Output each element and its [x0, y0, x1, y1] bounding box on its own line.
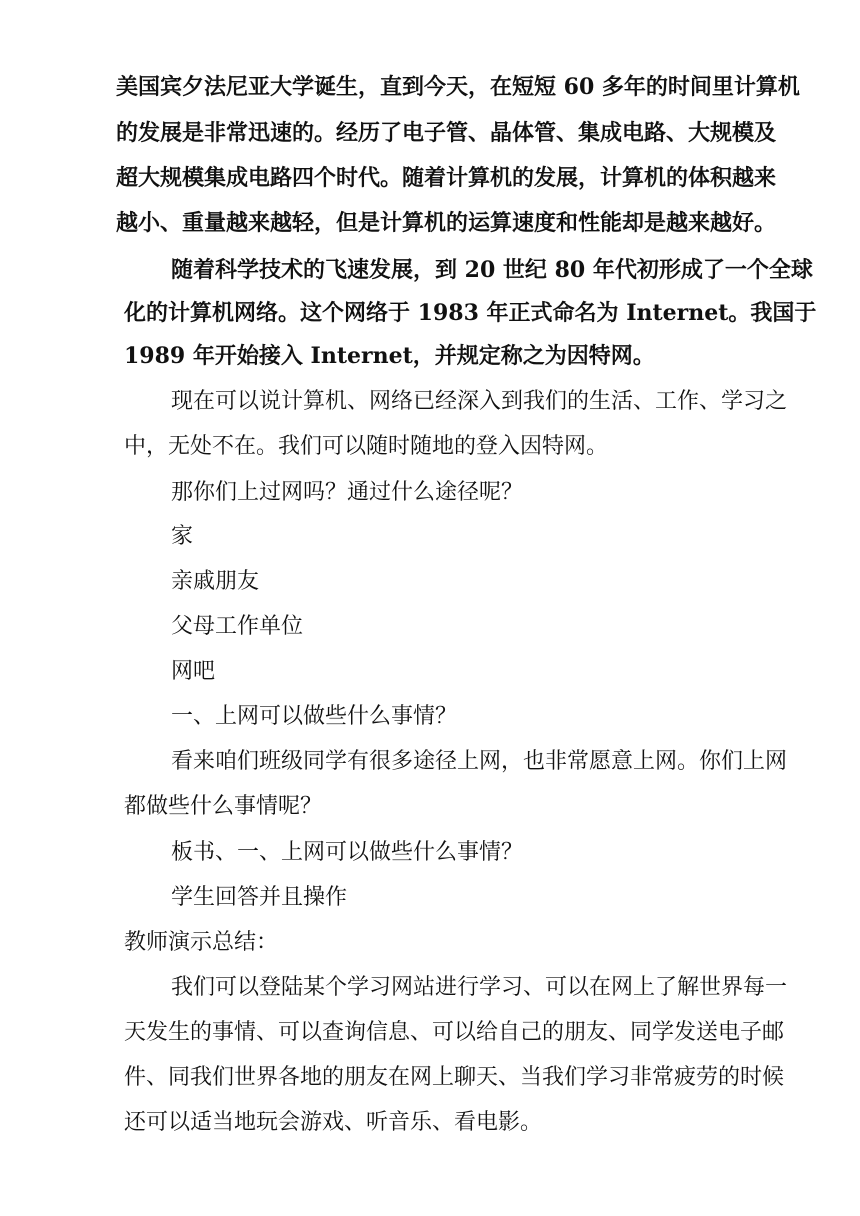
text-line: 都做些什么事情呢？: [124, 794, 323, 819]
answer-text: 网吧: [171, 659, 216, 684]
student-action-text: 学生回答并且操作: [171, 885, 348, 910]
text-line: 随着科学技术的飞速发展，到 20 世纪 80 年代初形成了一个全球: [171, 257, 813, 283]
text-line: 的发展是非常迅速的。经历了电子管、晶体管、集成电路、大规模及: [116, 120, 777, 146]
text-line: 我们可以登陆某个学习网站进行学习、可以在网上了解世界每一: [171, 975, 788, 1000]
section-heading-text: 一、上网可以做些什么事情？: [171, 704, 458, 729]
text-line: 化的计算机网络。这个网络于 1983 年正式命名为 Internet。我国于: [124, 300, 817, 326]
text-line: 看来咱们班级同学有很多途径上网，也非常愿意上网。你们上网: [171, 749, 788, 774]
text-line: 美国宾夕法尼亚大学诞生，直到今天，在短短 60 多年的时间里计算机: [116, 74, 800, 100]
text-line: 1989 年开始接入 Internet，并规定称之为因特网。: [124, 343, 655, 369]
text-line: 天发生的事情、可以查询信息、可以给自己的朋友、同学发送电子邮: [124, 1020, 785, 1045]
text-line: 中，无处不在。我们可以随时随地的登入因特网。: [124, 434, 609, 459]
text-line: 越小、重量越来越轻，但是计算机的运算速度和性能却是越来越好。: [116, 210, 777, 236]
teacher-summary-text: 教师演示总结：: [124, 930, 279, 955]
question-text: 那你们上过网吗？通过什么途径呢？: [171, 480, 524, 505]
answer-text: 父母工作单位: [171, 614, 304, 639]
answer-text: 亲戚朋友: [171, 569, 260, 594]
text-line: 还可以适当地玩会游戏、听音乐、看电影。: [124, 1110, 543, 1135]
text-line: 件、同我们世界各地的朋友在网上聊天、当我们学习非常疲劳的时候: [124, 1065, 785, 1090]
blackboard-text: 板书、一、上网可以做些什么事情？: [171, 840, 524, 865]
text-line: 现在可以说计算机、网络已经深入到我们的生活、工作、学习之: [171, 389, 788, 414]
text-line: 超大规模集成电路四个时代。随着计算机的发展，计算机的体积越来: [116, 165, 777, 191]
answer-text: 家: [171, 524, 194, 549]
